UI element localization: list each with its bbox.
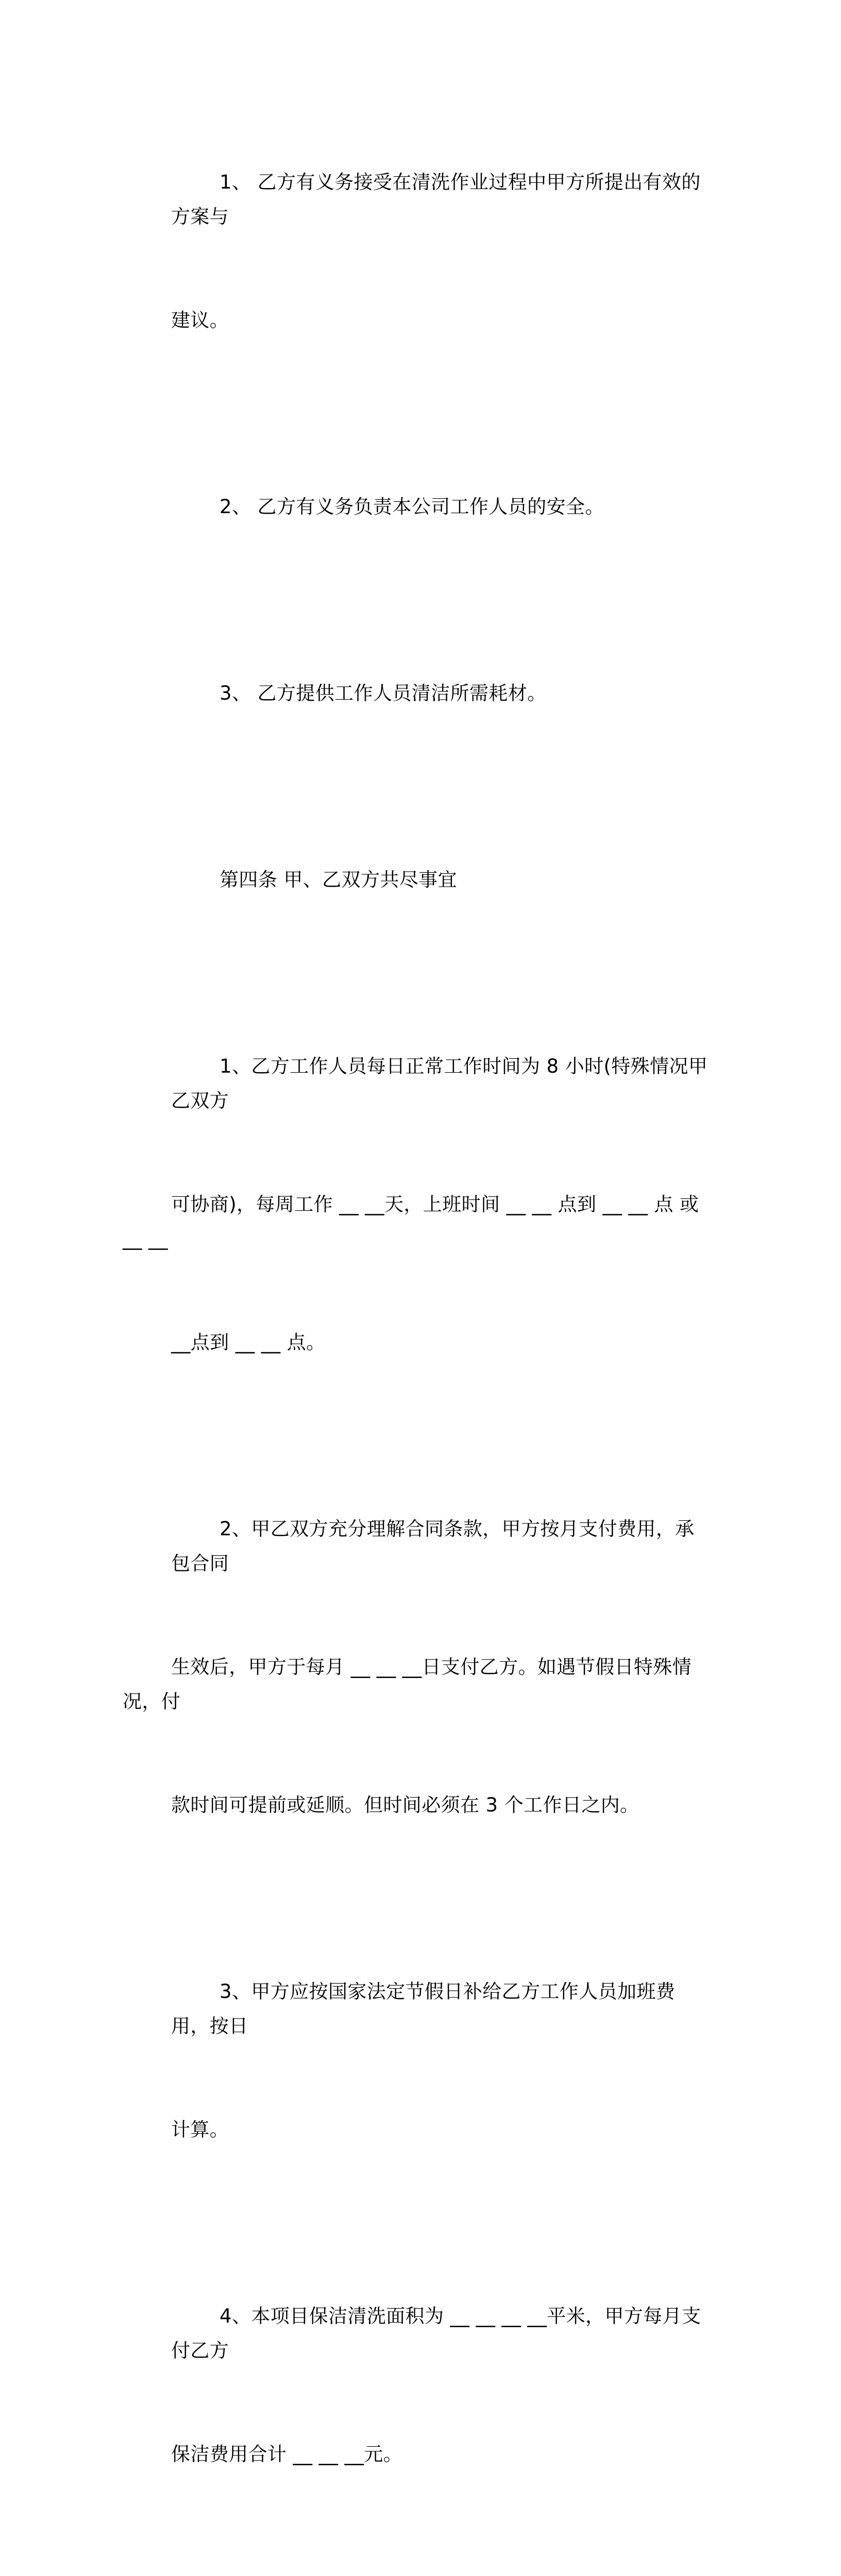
paragraph-line: 可协商)，每周工作 __ __天，上班时间 __ __ 点到 __ __ 点 或 __ __: [123, 1193, 705, 1250]
obligation-item-1: [123, 96, 710, 406]
paragraph-line: __点到 __ __ 点。: [171, 1331, 326, 1353]
paragraph-line: 保洁费用合计 __ __ __元。: [171, 2443, 403, 2465]
article-4-item-2: [123, 1443, 710, 1891]
paragraph-line: 2、甲乙双方充分理解合同条款，甲方按月支付费用，承包合同: [171, 1518, 695, 1574]
section-heading-article-5: [123, 2554, 710, 2576]
article-4-item-4: [123, 2230, 710, 2540]
paragraph-line: 2、 乙方有义务负责本公司工作人员的安全。: [220, 496, 604, 518]
obligation-item-3: [123, 607, 710, 779]
paragraph-line: 3、甲方应按国家法定节假日补给乙方工作人员加班费用，按日: [171, 1980, 676, 2037]
paragraph-line: 计算。: [171, 2119, 229, 2141]
paragraph-line: 1、 乙方有义务接受在清洗作业过程中甲方所提出有效的方案与: [171, 171, 701, 228]
paragraph-line: 款时间可提前或延顺。但时间必须在 3 个工作日之内。: [171, 1794, 640, 1816]
paragraph-line: 1、乙方工作人员每日正常工作时间为 8 小时(特殊情况甲乙双方: [171, 1055, 708, 1112]
paragraph-line: 3、 乙方提供工作人员清洁所需耗材。: [220, 682, 547, 704]
section-heading-text: 第四条 甲、乙双方共尽事宜: [220, 869, 457, 891]
section-heading-article-4: [123, 793, 710, 966]
document-body: [123, 96, 710, 2576]
obligation-item-2: [123, 420, 710, 593]
paragraph-line: 生效后，甲方于每月 __ __ __日支付乙方。如遇节假日特殊情况，付: [123, 1656, 692, 1713]
paragraph-line: 建议。: [171, 309, 229, 331]
article-4-item-3: [123, 1905, 710, 2216]
article-4-item-1: [123, 980, 710, 1429]
paragraph-line: 4、本项目保洁清洗面积为 __ __ __ __平米，甲方每月支付乙方: [171, 2305, 701, 2362]
